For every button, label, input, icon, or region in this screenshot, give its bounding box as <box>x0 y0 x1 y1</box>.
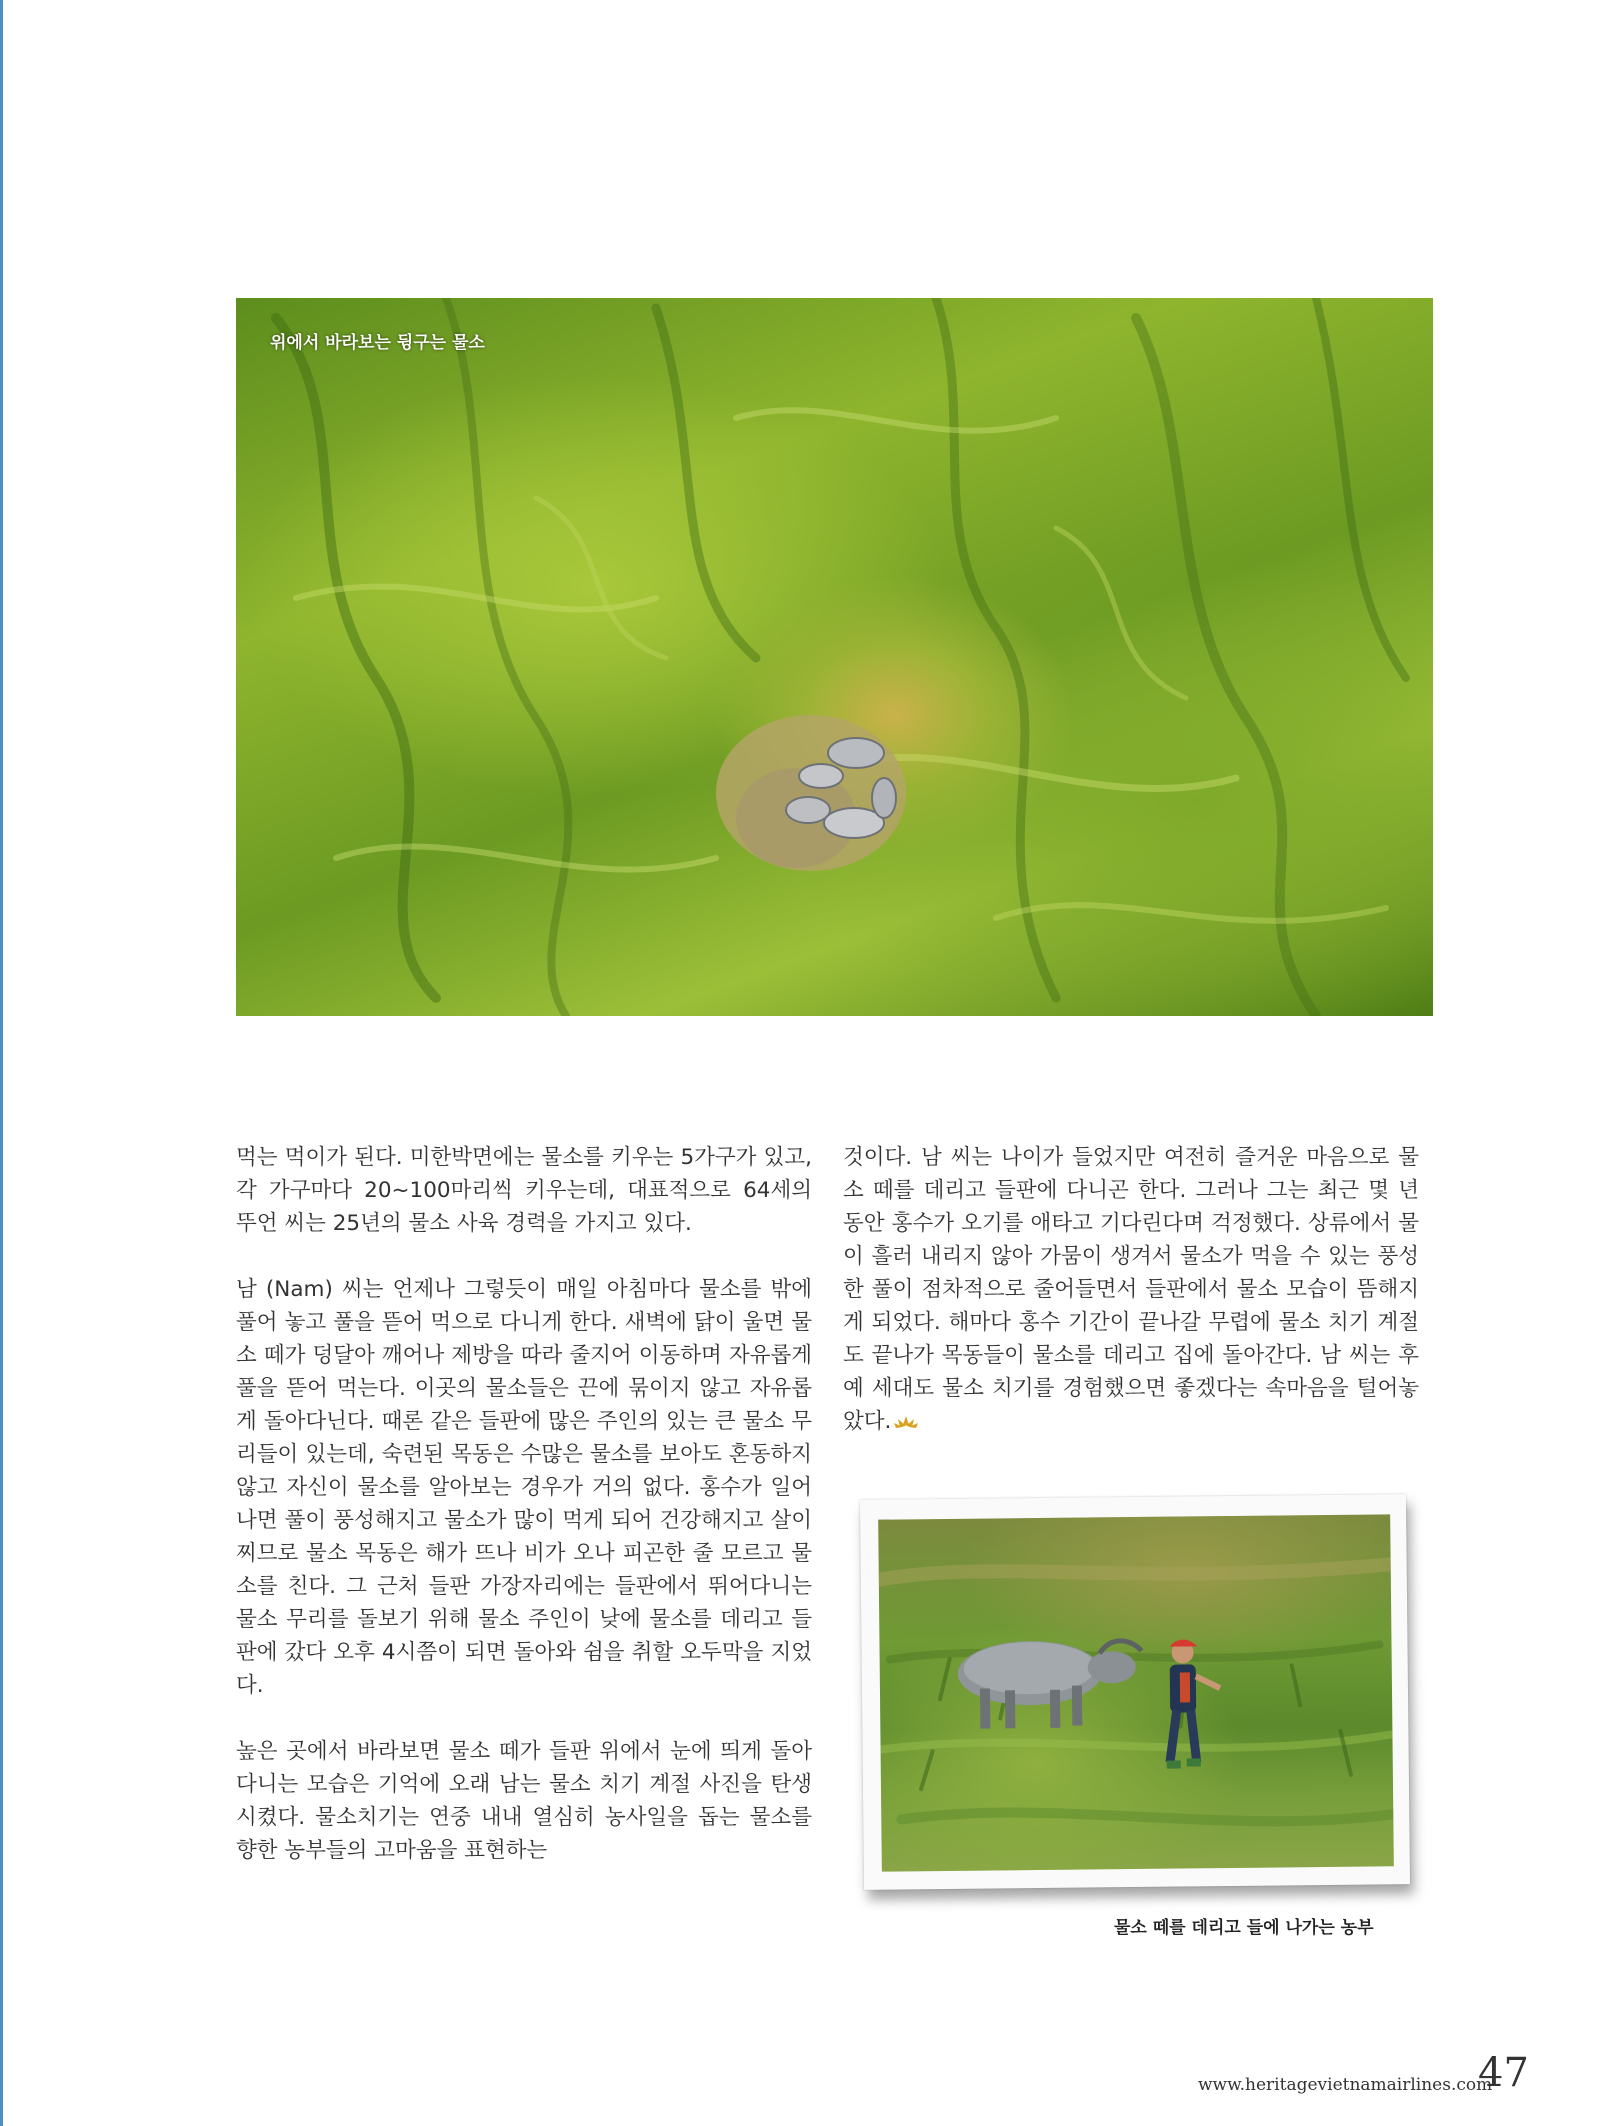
article-right-column <box>843 1141 1419 1438</box>
inset-photo-caption: 물소 떼를 데리고 들에 나가는 농부 <box>1114 1918 1374 1938</box>
left-paragraph-3: 높은 곳에서 바라보면 물소 떼가 들판 위에서 눈에 띄게 돌아다니는 모습은 기억에 오래 남는 물소 치기 계절 사진을 탄생시켰다. 물소치기는 연중 내내 열심히 농사일을 돕는 물소를 향한 농부들의 고마움을 표현하는 <box>236 1739 812 1863</box>
left-paragraph-1: 먹는 먹이가 된다. 미한박면에는 물소를 키우는 5가구가 있고, 각 가구마다 20~100마리씩 키우는데, 대표적으로 64세의 뚜언 씨는 25년의 물소 사육 경력을 가지고 있다. <box>236 1145 812 1236</box>
inset-photo-farmer-buffalo <box>878 1514 1394 1871</box>
article-left-column <box>236 1141 812 1867</box>
lotus-end-icon <box>893 1415 919 1429</box>
right-paragraph-1-text: 것이다. 남 씨는 나이가 들었지만 여전히 즐거운 마음으로 물소 떼를 데리고 들판에 다니곤 한다. 그러나 그는 최근 몇 년 동안 홍수가 오기를 애타고 기다린다며 걱정했다. 상류에서 물이 흘러 내리지 않아 가뭄이 생겨서 물소가 먹을 수 있는 풍성한 풀이 점차적으로 줄어들면서 들판에서 물소 모습이 뜸해지게 되었다. 해마다 홍수 기간이 끝나갈 무렵에 물소 치기 계절도 끝나가 목동들이 물소를 데리고 집에 돌아간다. 남 씨는 후예 세대도 물소 치기를 경험했으면 좋겠다는 속마음을 털어놓았다. <box>843 1145 1419 1434</box>
inset-photo-frame <box>860 1494 1410 1890</box>
grass-texture <box>236 298 1433 1016</box>
right-paragraph-1 <box>843 1141 1419 1438</box>
footer-website-url: www.heritagevietnamairlines.com <box>1198 2075 1493 2095</box>
hero-photo-caption: 위에서 바라보는 뒹구는 물소 <box>270 333 485 353</box>
page-edge-strip <box>0 0 3 2126</box>
page-number: 47 <box>1478 2050 1529 2096</box>
left-paragraph-2: 남 (Nam) 씨는 언제나 그렇듯이 매일 아침마다 물소를 밖에 풀어 놓고 풀을 뜯어 먹으로 다니게 한다. 새벽에 닭이 울면 물소 떼가 덩달아 깨어나 제방을 따라 줄지어 이동하며 자유롭게 풀을 뜯어 먹는다. 이곳의 물소들은 끈에 묶이지 않고 자유롭게 돌아다닌다. 때론 같은 들판에 많은 주인의 있는 큰 물소 무리들이 있는데, 숙련된 목동은 수많은 물소를 보아도 혼동하지 않고 자신이 물소를 알아보는 경우가 거의 없다. 홍수가 일어나면 풀이 풍성해지고 물소가 많이 먹게 되어 건강해지고 살이 찌므로 물소 목동은 해가 뜨나 비가 오나 피곤한 줄 모르고 물소를 친다. 그 근처 들판 가장자리에는 들판에서 뛰어다니는 물소 무리를 돌보기 위해 물소 주인이 낮에 물소를 데리고 들판에 갔다 오후 4시쯤이 되면 돌아와 쉼을 취할 오두막을 지었다. <box>236 1277 812 1698</box>
farmer-buffalo-scene <box>878 1514 1394 1871</box>
hero-aerial-photo <box>236 298 1433 1016</box>
